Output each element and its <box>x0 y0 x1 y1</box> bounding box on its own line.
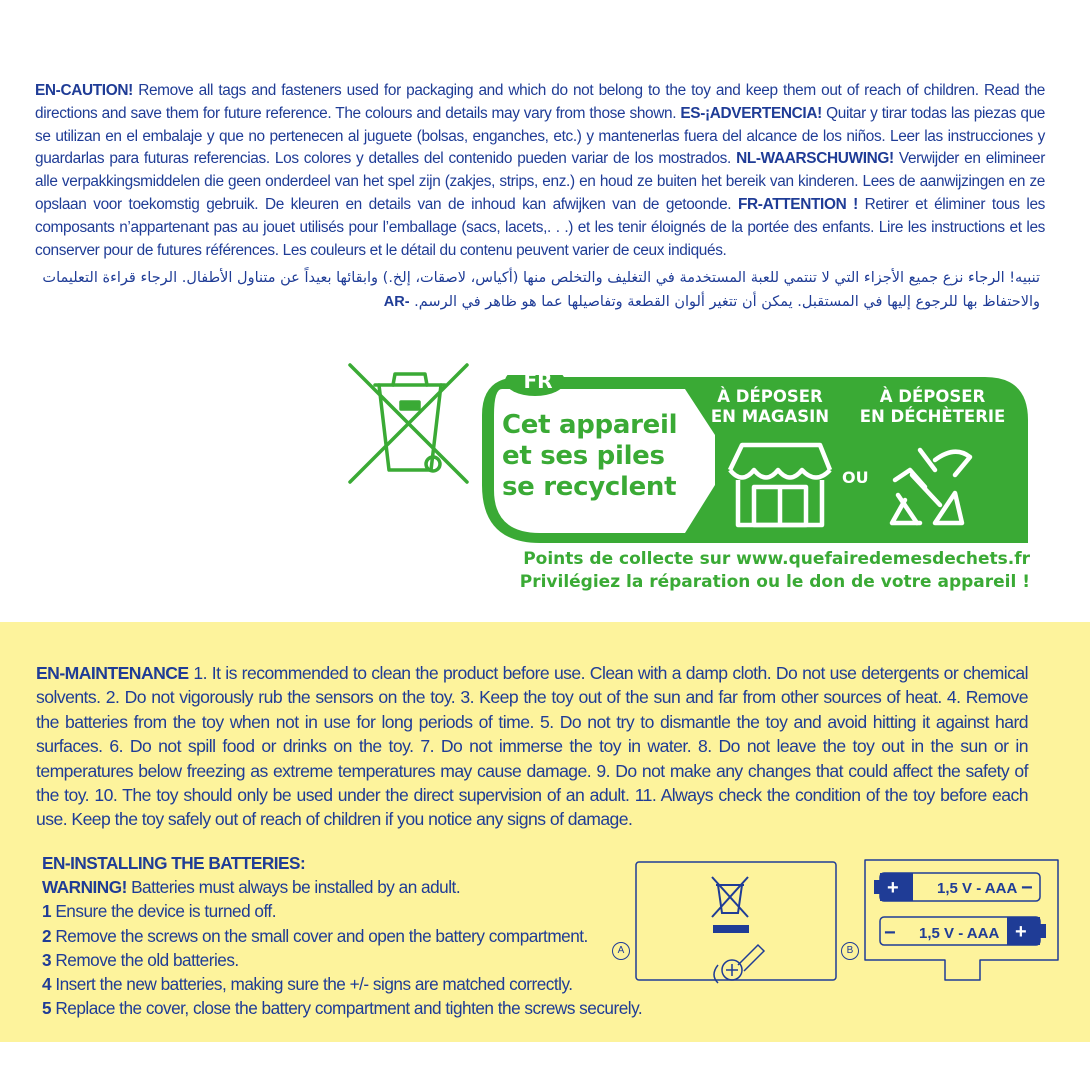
collection-points-text: Points de collecte sur www.quefairedemesdechets.fr <box>523 549 1030 569</box>
crossed-bin-small-icon <box>712 877 748 917</box>
nl-caution-text: Verwijder en elimineer alle verpakkingsmiddelen die geen onderdeel van het spel zijn (zakjes, strips, enz.) en houd ze buiten het bereik van kinderen. Lees de aanwijzingen en ze opslaan voor toekomstig gebruik. De kleuren en details van de inhoud kan afwijken van de getoonde. <box>35 150 1045 213</box>
fr-badge: FR <box>523 369 553 393</box>
step-number: 5 <box>42 998 52 1019</box>
ar-caution-text: تنبيه! الرجاء نزع جميع الأجزاء التي لا تنتمي للعبة المستخدمة في التغليف والتخلص منها (أكياس، لاصقات، إلخ.) وابقائها بعيداً عن متناول الأطفال. الرجاء قراءة التعليمات والاحتفاظ بها للرجوع إليها في المستقبل. يمكن أن تتغير ألوان القطعة وتفاصيلها عما هو ظاهر في الرسم. <box>42 270 1040 310</box>
step-text: Insert the new batteries, making sure the +/- signs are matched correctly. <box>55 974 573 995</box>
en-caution-label: EN-CAUTION! <box>35 82 133 99</box>
drop-label-line: EN DÉCHÈTERIE <box>859 407 1006 426</box>
battery-2-plus: + <box>1015 921 1027 943</box>
battery-install-title: EN-INSTALLING THE BATTERIES: <box>42 853 306 873</box>
warning-label: WARNING! <box>42 877 127 898</box>
install-step <box>42 972 662 996</box>
install-step <box>42 996 662 1020</box>
recycle-headline-line: et ses piles <box>502 441 665 471</box>
step-text: Remove the screws on the small cover and open the battery compartment. <box>55 925 588 946</box>
battery-1-minus: − <box>1021 877 1033 899</box>
step-number: 1 <box>42 901 52 922</box>
fr-caution-text: Retirer et éliminer tous les composants n’appartenant pas au jouet utilisés pour l’emballage (sacs, lacets,. . .) et les tenir éloignés de la portée des enfants. Lire les instructions et les conserver pour de futures références. Les couleurs et le détail du contenu peuvent varier de ceux indiqués. <box>35 195 1045 259</box>
step-number: 2 <box>42 925 52 946</box>
maintenance-label: EN-MAINTENANCE <box>36 663 189 683</box>
ar-caution-paragraph <box>40 266 1040 314</box>
repair-donate-text: Privilégiez la réparation ou le don de votre appareil ! <box>519 572 1030 592</box>
install-step <box>42 899 662 923</box>
battery-cover-diagram <box>610 855 845 995</box>
drop-in-dump-label <box>855 387 1010 427</box>
caution-paragraph <box>35 80 1045 262</box>
es-caution-label: ES-¡ADVERTENCIA! <box>680 104 822 122</box>
drop-in-store-label <box>705 387 835 427</box>
battery-1-spec: 1,5 V - AAA <box>937 880 1018 897</box>
maintenance-text: 1. It is recommended to clean the product before use. Clean with a damp cloth. Do not use detergents or chemical solvents. 2. Do not vigorously rub the sensors on the toy. 3. Keep the toy out of the sun and far from other sources of heat. 4. Remove the batteries from the toy when not in use for long periods of time. 5. Do not try to dismantle the toy and avoid hitting it against hard surfaces. 6. Do not spill food or drinks on the toy. 7. Do not immerse the toy in water. 8. Do not leave the toy out in the sun or in temperatures below freezing as extreme temperatures may cause damage. 9. Do not make any changes that could affect the safety of the toy. 10. The toy should only be used under the direct supervision of an adult. 11. Always check the condition of the toy before each use. Keep the toy safely out of reach of children if you notice any signs of damage. <box>36 663 1028 830</box>
warning-text: Batteries must always be installed by an adult. <box>131 877 461 898</box>
step-number: 3 <box>42 949 52 970</box>
fr-caution-label: FR-ATTENTION ! <box>737 195 858 213</box>
es-caution-text: Quitar y tirar todas las piezas que se utilizan en el embalaje y que no pertenecen al juguete (bolsas, enganches, etc.) y mantenerlas fuera del alcance de los niños. Leer las instrucciones y guardarlas para futuras referencias. Los colores y detalles del contenido pueden variar de los mostrados. <box>35 104 1045 168</box>
drop-label-line: À DÉPOSER <box>717 387 823 406</box>
battery-2-spec: 1,5 V - AAA <box>919 925 1000 942</box>
battery-install-section <box>42 851 662 1020</box>
recycle-headline-line: se recyclent <box>502 472 677 502</box>
crossed-bin-icon <box>345 360 475 490</box>
drop-label-line: À DÉPOSER <box>879 387 986 406</box>
step-text: Replace the cover, close the battery compartment and tighten the screws securely. <box>55 998 643 1019</box>
screwdriver-icon <box>714 945 764 983</box>
step-text: Remove the old batteries. <box>55 949 239 970</box>
install-step <box>42 924 662 948</box>
diagram-a-label: A <box>612 942 630 960</box>
or-label: OU <box>842 468 869 487</box>
ar-caution-label: AR- <box>383 294 410 310</box>
diagram-b-label: B <box>841 942 859 960</box>
en-caution-text: Remove all tags and fasteners used for packaging and which do not belong to the toy and keep them out of reach of children. Read the directions and save them for future reference. The colours and details may vary from those shown. <box>35 82 1045 122</box>
maintenance-paragraph <box>36 661 1028 832</box>
recycle-headline-line: Cet appareil <box>502 410 678 440</box>
step-text: Ensure the device is turned off. <box>55 901 276 922</box>
nl-caution-label: NL-WAARSCHUWING! <box>736 150 894 168</box>
step-number: 4 <box>42 974 52 995</box>
recycle-headline <box>502 410 702 503</box>
install-step <box>42 948 662 972</box>
battery-2-minus: − <box>884 922 896 944</box>
drop-label-line: EN MAGASIN <box>710 407 830 426</box>
battery-1-plus: + <box>887 877 899 899</box>
